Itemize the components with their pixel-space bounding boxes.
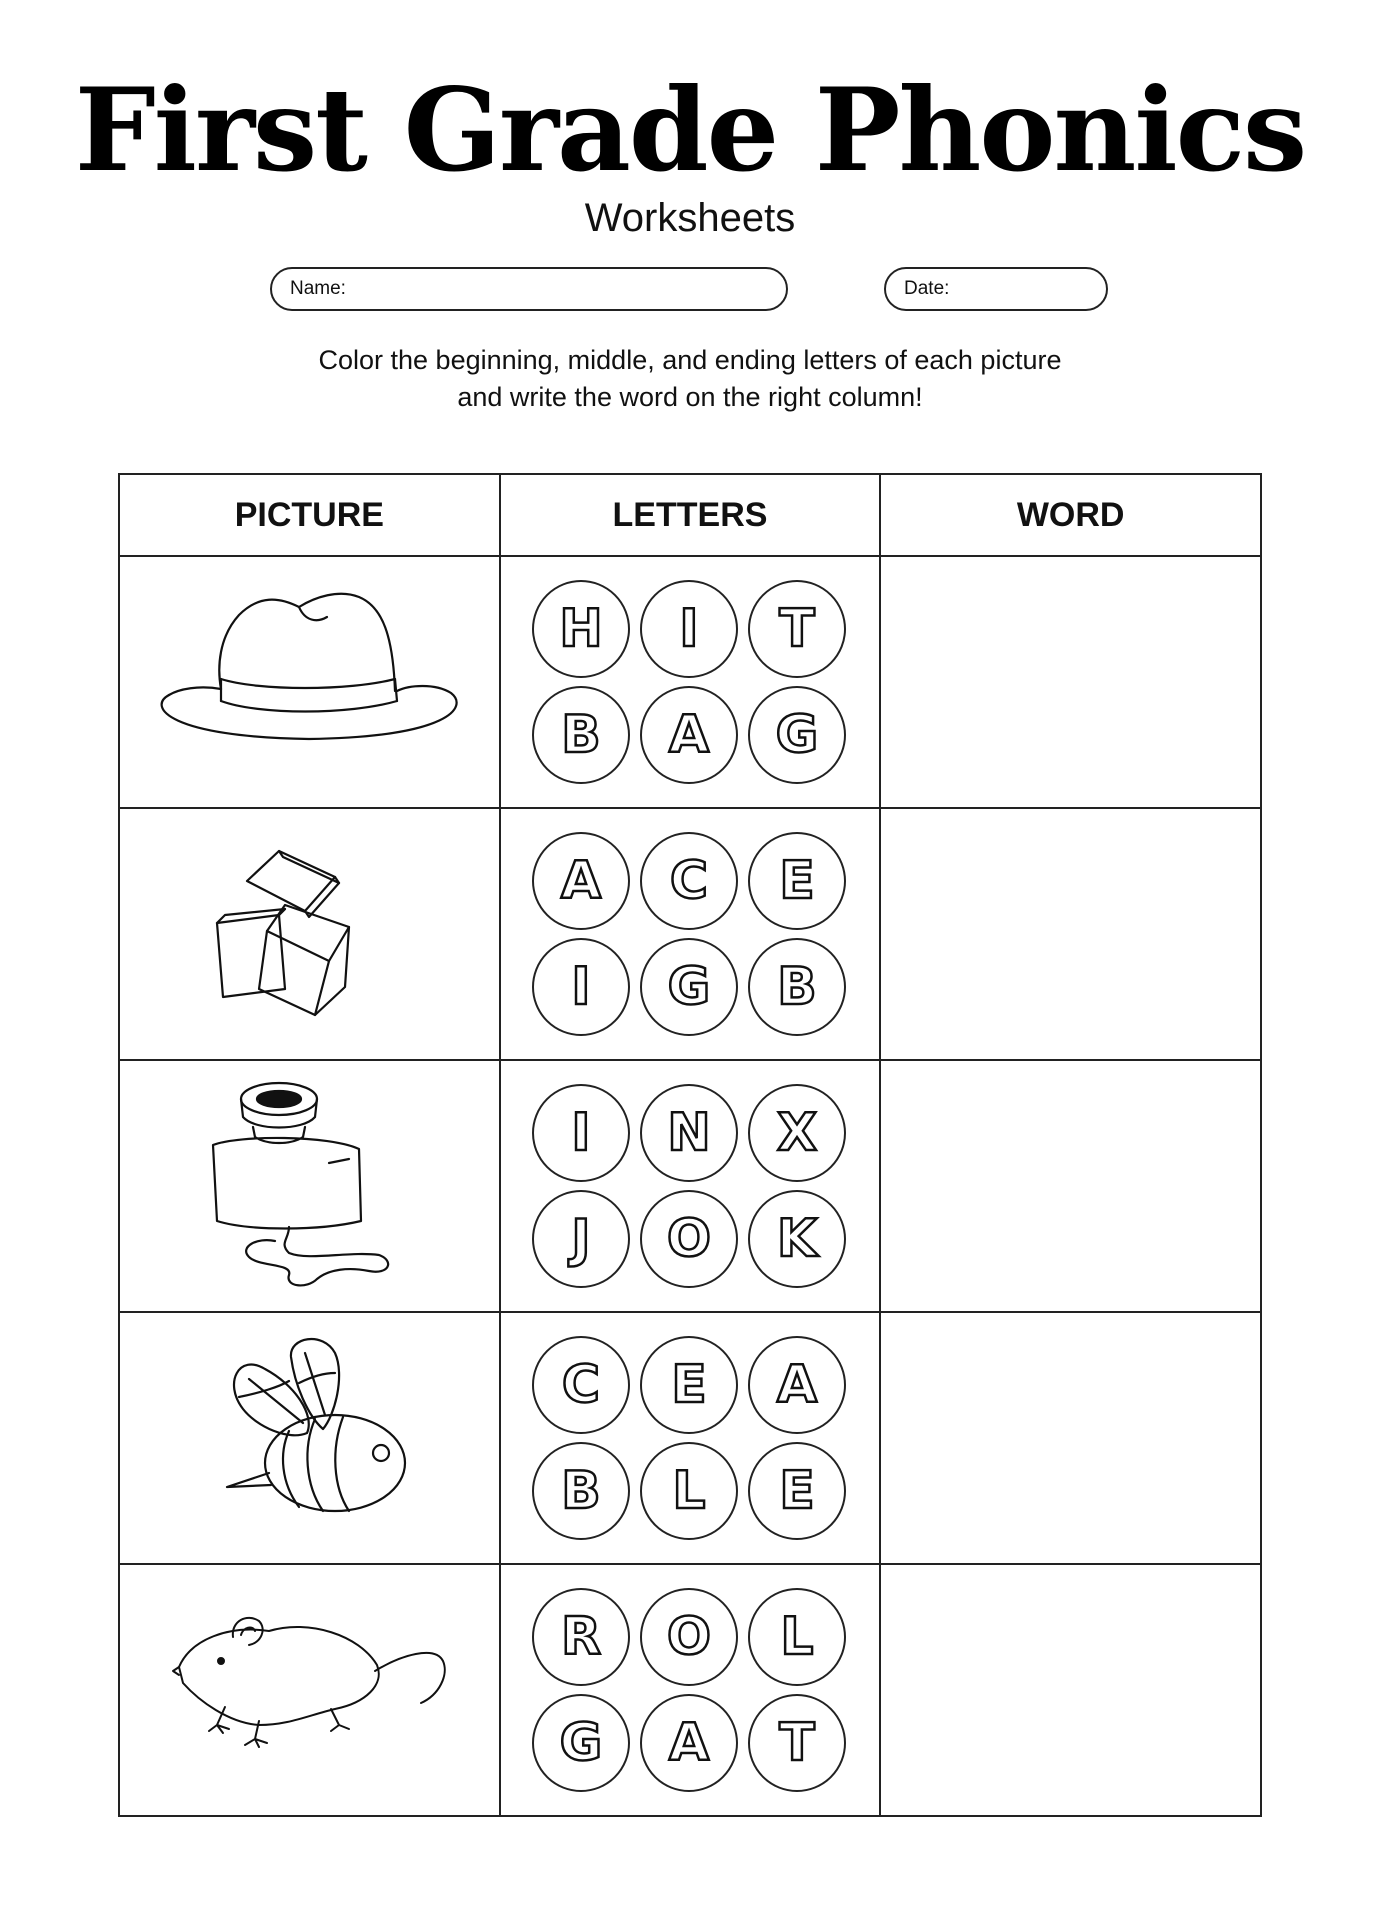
letter: G xyxy=(667,957,711,1017)
letter: I xyxy=(571,1103,591,1163)
letter: B xyxy=(777,957,817,1017)
column-header-picture: PICTURE xyxy=(119,474,500,556)
letters-cell xyxy=(500,1564,881,1816)
letter: E xyxy=(779,1461,815,1521)
letter: E xyxy=(671,1355,707,1415)
letter-circle[interactable] xyxy=(532,938,630,1036)
word-cell[interactable] xyxy=(880,1564,1261,1816)
letter-circle[interactable] xyxy=(748,938,846,1036)
column-header-word: WORD xyxy=(880,474,1261,556)
letter: A xyxy=(668,705,710,765)
letter-circle[interactable] xyxy=(640,1694,738,1792)
letter-circle[interactable] xyxy=(640,1190,738,1288)
letters-cell xyxy=(500,556,881,808)
letter-circle[interactable] xyxy=(532,580,630,678)
table-row xyxy=(119,1060,1261,1312)
letter-circle[interactable] xyxy=(748,686,846,784)
name-field[interactable] xyxy=(270,267,788,311)
letter-circle[interactable] xyxy=(640,580,738,678)
letter: R xyxy=(560,1607,601,1667)
letter: L xyxy=(672,1461,706,1521)
instructions-line-2: and write the word on the right column! xyxy=(457,382,923,412)
letter: E xyxy=(779,851,815,911)
instructions xyxy=(0,342,1380,416)
letter: A xyxy=(776,1355,818,1415)
letter-circle[interactable] xyxy=(748,1694,846,1792)
letter-circle[interactable] xyxy=(748,580,846,678)
letter: G xyxy=(775,705,819,765)
picture-cell xyxy=(119,1060,500,1312)
letter-circle[interactable] xyxy=(640,1084,738,1182)
letter-circle[interactable] xyxy=(532,1084,630,1182)
letter-circle[interactable] xyxy=(532,1442,630,1540)
letter-circle[interactable] xyxy=(748,1442,846,1540)
letter-circle[interactable] xyxy=(532,832,630,930)
letter-circle[interactable] xyxy=(640,1336,738,1434)
letter-circles xyxy=(501,832,880,1036)
letter: A xyxy=(668,1713,710,1773)
letter-circle[interactable] xyxy=(748,1588,846,1686)
letters-cell xyxy=(500,808,881,1060)
table-row xyxy=(119,1564,1261,1816)
rat-icon xyxy=(139,1575,479,1805)
letter: A xyxy=(560,851,602,911)
picture-cell xyxy=(119,556,500,808)
letter: C xyxy=(669,851,709,911)
letter-circle[interactable] xyxy=(748,1190,846,1288)
letter: O xyxy=(666,1209,712,1269)
date-field[interactable] xyxy=(884,267,1108,311)
word-cell[interactable] xyxy=(880,556,1261,808)
picture-cell xyxy=(119,808,500,1060)
word-cell[interactable] xyxy=(880,808,1261,1060)
table-row xyxy=(119,1312,1261,1564)
letter: L xyxy=(780,1607,814,1667)
letter: K xyxy=(776,1209,818,1269)
letter: N xyxy=(667,1103,711,1163)
letter-circle[interactable] xyxy=(748,1084,846,1182)
page-title: First Grade Phonics xyxy=(74,63,1306,197)
letter: I xyxy=(679,599,699,659)
letter-circle[interactable] xyxy=(532,1190,630,1288)
letter: O xyxy=(666,1607,712,1667)
letter-circle[interactable] xyxy=(640,832,738,930)
name-label: Name: xyxy=(290,278,346,299)
picture-cell xyxy=(119,1312,500,1564)
letter: X xyxy=(776,1103,818,1163)
letter-circle[interactable] xyxy=(748,832,846,930)
instructions-line-1: Color the beginning, middle, and ending letters of each picture xyxy=(318,345,1062,375)
letter: B xyxy=(561,1461,601,1521)
table-row xyxy=(119,808,1261,1060)
letter-circles xyxy=(501,1084,880,1288)
ink-icon xyxy=(139,1071,479,1301)
letter: T xyxy=(779,1713,815,1773)
letter: H xyxy=(559,599,603,659)
letter: I xyxy=(571,957,591,1017)
letter-circle[interactable] xyxy=(532,686,630,784)
letters-cell xyxy=(500,1312,881,1564)
bee-icon xyxy=(139,1323,479,1553)
picture-cell xyxy=(119,1564,500,1816)
letter-circles xyxy=(501,1336,880,1540)
word-cell[interactable] xyxy=(880,1312,1261,1564)
letter-circle[interactable] xyxy=(532,1336,630,1434)
letter-circles xyxy=(501,580,880,784)
table-header-row xyxy=(119,474,1261,556)
letter-circle[interactable] xyxy=(640,1588,738,1686)
ice-icon xyxy=(139,819,479,1049)
letter-circle[interactable] xyxy=(640,1442,738,1540)
letter-circle[interactable] xyxy=(640,938,738,1036)
letter: G xyxy=(559,1713,603,1773)
letter: B xyxy=(561,705,601,765)
page-subtitle: Worksheets xyxy=(584,196,796,240)
phonics-table xyxy=(118,473,1262,1817)
letter: C xyxy=(561,1355,601,1415)
letter-circle[interactable] xyxy=(748,1336,846,1434)
hat-icon xyxy=(139,567,479,797)
word-cell[interactable] xyxy=(880,1060,1261,1312)
table-row xyxy=(119,556,1261,808)
letter-circle[interactable] xyxy=(640,686,738,784)
column-header-letters: LETTERS xyxy=(500,474,881,556)
letter-circle[interactable] xyxy=(532,1694,630,1792)
letter: J xyxy=(571,1209,591,1269)
letter-circle[interactable] xyxy=(532,1588,630,1686)
letters-cell xyxy=(500,1060,881,1312)
letter-circles xyxy=(501,1588,880,1792)
letter: T xyxy=(779,599,815,659)
date-label: Date: xyxy=(904,278,950,299)
